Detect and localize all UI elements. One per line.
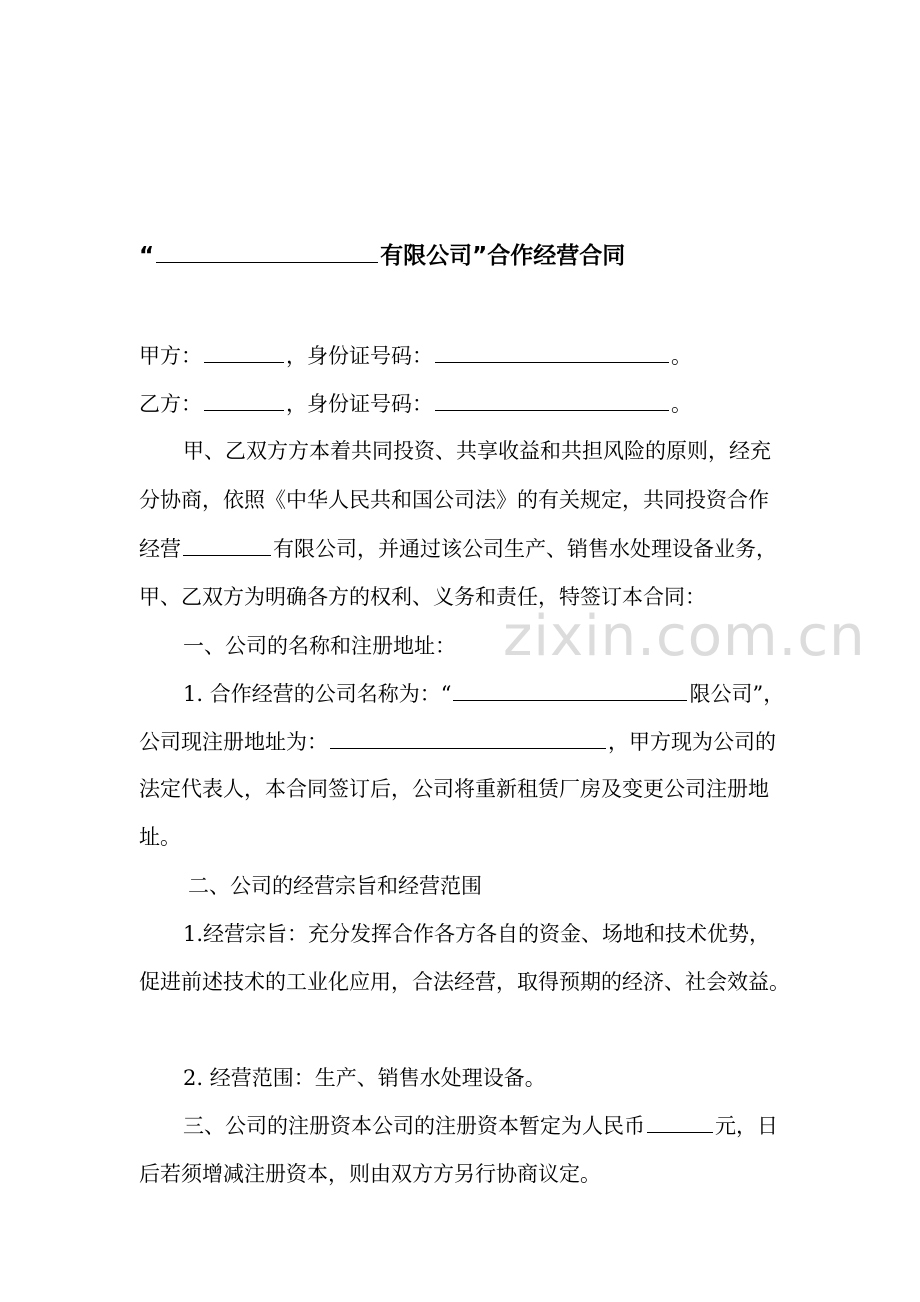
party-b-id-blank[interactable]: [435, 390, 669, 411]
party-a-label: 甲方：: [139, 344, 202, 368]
title-open-quote: “: [139, 243, 155, 269]
party-a-id-blank[interactable]: [435, 342, 669, 363]
section-3-line-2: 后若须增减注册资本，则由双方方另行协商议定。: [139, 1162, 601, 1186]
section-2-heading: 二、公司的经营宗旨和经营范围: [188, 874, 482, 898]
party-b-name-blank[interactable]: [204, 390, 284, 411]
party-b-id-label: ，身份证号码：: [286, 392, 433, 416]
contract-title: [139, 242, 920, 270]
party-b-line: [139, 390, 920, 418]
section-1-item-1-line-2: [139, 728, 920, 756]
intro-line-4: 甲、乙双方为明确各方的权利、义务和责任，特签订本合同：: [139, 585, 706, 609]
operating-company-blank[interactable]: [183, 535, 271, 556]
section-1-item-1-prefix: 1. 合作经营的公司名称为：“: [183, 682, 452, 706]
intro-line-3-prefix: 经营: [139, 537, 181, 561]
section-1-item-1-suffix: 限公司”，: [689, 682, 785, 706]
intro-line-2: 分协商，依照《中华人民共和国公司法》的有关规定，共同投资合作: [139, 488, 769, 512]
section-1-item-1-line-3: 法定代表人，本合同签订后，公司将重新租赁厂房及变更公司注册地: [139, 777, 769, 801]
section-1-item-1-line-4: 址。: [139, 825, 181, 849]
section-3-line-1-prefix: 三、公司的注册资本公司的注册资本暂定为人民币: [183, 1114, 645, 1138]
watermark: zixin.com.cn: [503, 604, 866, 669]
party-a-line: [139, 342, 920, 370]
registered-address-label: 公司现注册地址为：: [139, 730, 328, 754]
section-3-line-1: [183, 1112, 920, 1140]
intro-line-3: [139, 535, 920, 563]
intro-line-1: 甲、乙双方方本着共同投资、共享收益和共担风险的原则，经充: [183, 439, 771, 463]
section-2-item-2: 2. 经营范围：生产、销售水处理设备。: [183, 1066, 546, 1090]
section-2-item-1-line-2: 促进前述技术的工业化应用，合法经营，取得预期的经济、社会效益。: [139, 970, 790, 994]
registered-address-blank[interactable]: [330, 728, 606, 749]
section-3-line-1-suffix: 元，日: [715, 1114, 778, 1138]
registered-capital-blank[interactable]: [647, 1112, 713, 1133]
section-1-item-1: [183, 680, 920, 708]
party-b-end: 。: [671, 392, 692, 416]
section-1-heading: 一、公司的名称和注册地址：: [183, 634, 456, 658]
party-a-id-label: ，身份证号码：: [286, 344, 433, 368]
section-1-item-1-line-2-suffix: ，甲方现为公司的: [608, 730, 776, 754]
party-a-name-blank[interactable]: [204, 342, 284, 363]
intro-line-3-suffix: 有限公司，并通过该公司生产、销售水处理设备业务，: [273, 537, 777, 561]
party-a-end: 。: [671, 344, 692, 368]
title-suffix: 有限公司”合作经营合同: [380, 243, 626, 269]
company-full-name-blank[interactable]: [453, 680, 687, 701]
section-2-item-1-line-1: 1.经营宗旨：充分发挥合作各方各自的资金、场地和技术优势，: [183, 922, 771, 946]
company-name-blank[interactable]: [156, 242, 378, 263]
party-b-label: 乙方：: [139, 392, 202, 416]
